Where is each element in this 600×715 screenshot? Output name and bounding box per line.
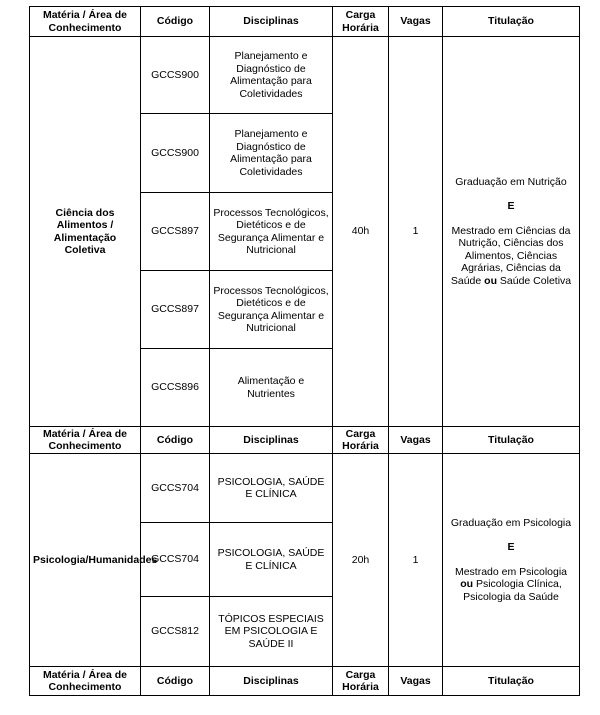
area-cell: Psicologia/Humanidades	[30, 454, 141, 667]
header-row	[30, 667, 580, 696]
header-codigo: Código	[141, 427, 210, 454]
or-conjunction: ou	[460, 578, 474, 591]
header-row	[30, 427, 580, 454]
code-cell: GCCS896	[141, 349, 210, 427]
header-codigo: Código	[141, 667, 210, 696]
header-codigo: Código	[141, 7, 210, 37]
vacancy-table	[29, 6, 580, 696]
header-carga: Carga Horária	[333, 427, 389, 454]
code-cell: GCCS812	[141, 597, 210, 667]
discipline-cell: Processos Tecnológicos, Dietéticos e de Segurança Alimentar e Nutricional	[210, 193, 333, 271]
header-vagas: Vagas	[389, 667, 443, 696]
header-materia: Matéria / Área de Conhecimento	[30, 667, 141, 696]
header-carga: Carga Horária	[333, 7, 389, 37]
qualification-cell	[443, 37, 580, 427]
code-cell: GCCS897	[141, 271, 210, 349]
header-titulacao: Titulação	[443, 667, 580, 696]
header-titulacao: Titulação	[443, 7, 580, 37]
workload-cell: 40h	[333, 37, 389, 427]
code-cell: GCCS897	[141, 193, 210, 271]
header-materia: Matéria / Área de Conhecimento	[30, 7, 141, 37]
discipline-cell: Processos Tecnológicos, Dietéticos e de Segurança Alimentar e Nutricional	[210, 271, 333, 349]
table-row	[30, 454, 580, 523]
discipline-cell: PSICOLOGIA, SAÚDE E CLÍNICA	[210, 523, 333, 597]
qualification-line: Graduação em Psicologia	[450, 516, 572, 529]
qualification-cell	[443, 454, 580, 667]
area-cell: Ciência dos Alimentos / Alimentação Coletiva	[30, 37, 141, 427]
discipline-cell: PSICOLOGIA, SAÚDE E CLÍNICA	[210, 454, 333, 523]
code-cell: GCCS900	[141, 37, 210, 114]
header-disciplinas: Disciplinas	[210, 427, 333, 454]
discipline-cell: TÓPICOS ESPECIAIS EM PSICOLOGIA E SAÚDE II	[210, 597, 333, 667]
header-disciplinas: Disciplinas	[210, 7, 333, 37]
table-row	[30, 37, 580, 114]
header-vagas: Vagas	[389, 7, 443, 37]
code-cell: GCCS900	[141, 114, 210, 193]
workload-cell: 20h	[333, 454, 389, 667]
header-vagas: Vagas	[389, 427, 443, 454]
vacancies-cell: 1	[389, 37, 443, 427]
header-row	[30, 7, 580, 37]
qualification-line: Graduação em Nutrição	[455, 175, 567, 188]
code-cell: GCCS704	[141, 523, 210, 597]
discipline-cell: Planejamento e Diagnóstico de Alimentação para Coletividades	[210, 37, 333, 114]
qualification-line: ou Psicologia Clínica, Psicologia da Saúde	[460, 578, 562, 603]
or-conjunction: ou	[484, 274, 497, 287]
discipline-cell: Alimentação e Nutrientes	[210, 349, 333, 427]
header-materia: Matéria / Área de Conhecimento	[30, 427, 141, 454]
qualification-conjunction: E	[507, 541, 515, 554]
qualification-line: Mestrado em Ciências da Nutrição, Ciências dos Alimentos, Ciências Agrárias, Ciências da Saúde ou Saúde Coletiva	[450, 224, 572, 287]
qualification-line: Mestrado em Psicologia	[454, 565, 568, 578]
vacancies-cell: 1	[389, 454, 443, 667]
header-disciplinas: Disciplinas	[210, 667, 333, 696]
discipline-cell: Planejamento e Diagnóstico de Alimentação para Coletividades	[210, 114, 333, 193]
code-cell: GCCS704	[141, 454, 210, 523]
header-carga: Carga Horária	[333, 667, 389, 696]
header-titulacao: Titulação	[443, 427, 580, 454]
qualification-conjunction: E	[507, 200, 515, 213]
